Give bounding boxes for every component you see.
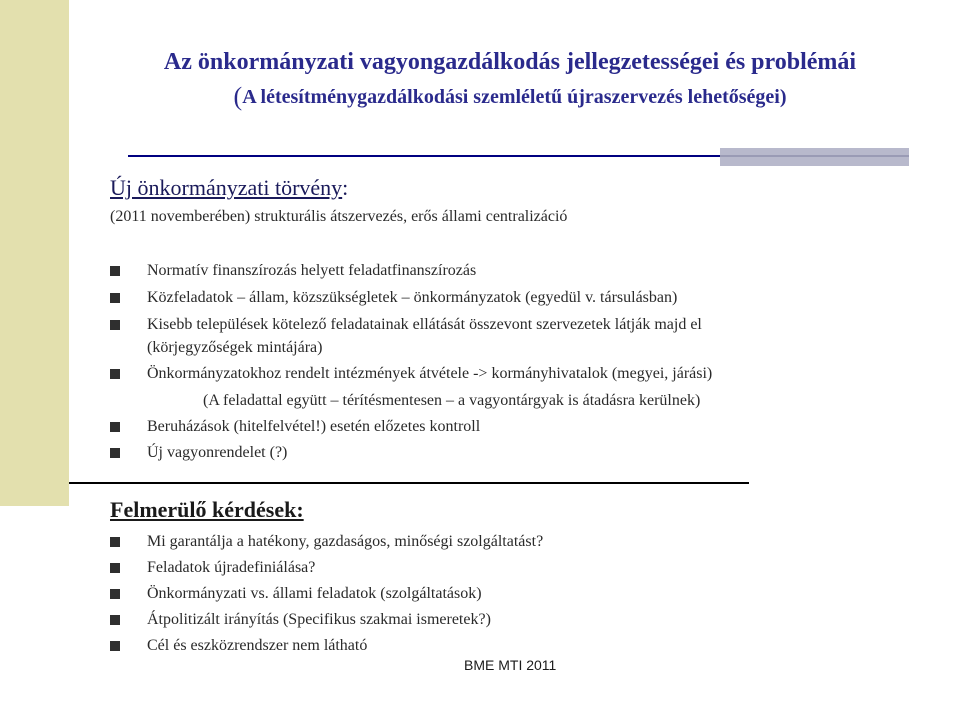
section1-intro: (2011 novemberében) strukturális átszervezés, erős állami centralizáció [110, 208, 568, 225]
section1-heading [110, 175, 348, 201]
indented-note: (A feladattal együtt – térítésmentesen – a vagyontárgyak is átadásra kerülnek) [203, 392, 701, 409]
square-bullet-icon [110, 320, 120, 330]
list-item-text: Új vagyonrendelet (?) [147, 444, 288, 461]
slide-footer: BME MTI 2011 [464, 657, 557, 673]
square-bullet-icon [110, 615, 120, 625]
square-bullet-icon [110, 369, 120, 379]
square-bullet-icon [110, 293, 120, 303]
list-item-text: Beruházások (hitelfelvétel!) esetén előzetes kontroll [147, 418, 481, 435]
list-item-text: Cél és eszközrendszer nem látható [147, 637, 368, 654]
section1-heading-text: Új önkormányzati törvény [110, 175, 343, 200]
list-item-text: Önkormányzati vs. állami feladatok (szolgáltatások) [147, 585, 482, 602]
list-item-text: Kisebb települések kötelező feladatainak ellátását összevont szervezetek látják majd el [147, 316, 702, 333]
subtitle-text: A létesítménygazdálkodási szemléletű újraszervezés lehetőségei) [242, 86, 787, 108]
list-item-text: Feladatok újradefiniálása? [147, 559, 316, 576]
slide-subtitle [120, 82, 900, 112]
list-item-text: Közfeladatok – állam, közszükségletek – önkormányzatok (egyedül v. társulásban) [147, 289, 678, 306]
square-bullet-icon [110, 266, 120, 276]
section-divider [69, 482, 749, 484]
list-item-text: Önkormányzatokhoz rendelt intézmények átvétele -> kormányhivatalok (megyei, járási) [147, 365, 713, 382]
square-bullet-icon [110, 563, 120, 573]
side-decor-band [0, 0, 69, 506]
section1-heading-suffix: : [342, 175, 349, 200]
list-item-text: Normatív finanszírozás helyett feladatfinanszírozás [147, 262, 477, 279]
square-bullet-icon [110, 422, 120, 432]
square-bullet-icon [110, 589, 120, 599]
section2-heading: Felmerülő kérdések: [110, 497, 304, 522]
title-divider-accent [720, 148, 909, 166]
list-item-continuation-text: (körjegyzőségek mintájára) [147, 339, 323, 356]
square-bullet-icon [110, 641, 120, 651]
slide-title: Az önkormányzati vagyongazdálkodás jellegzetességei és problémái [163, 49, 857, 75]
list-item-text: Átpolitizált irányítás (Specifikus szakmai ismeretek?) [147, 611, 491, 628]
list-item-text: Mi garantálja a hatékony, gazdaságos, minőségi szolgáltatást? [147, 533, 544, 550]
square-bullet-icon [110, 537, 120, 547]
square-bullet-icon [110, 448, 120, 458]
subtitle-paren: ( [233, 82, 243, 111]
